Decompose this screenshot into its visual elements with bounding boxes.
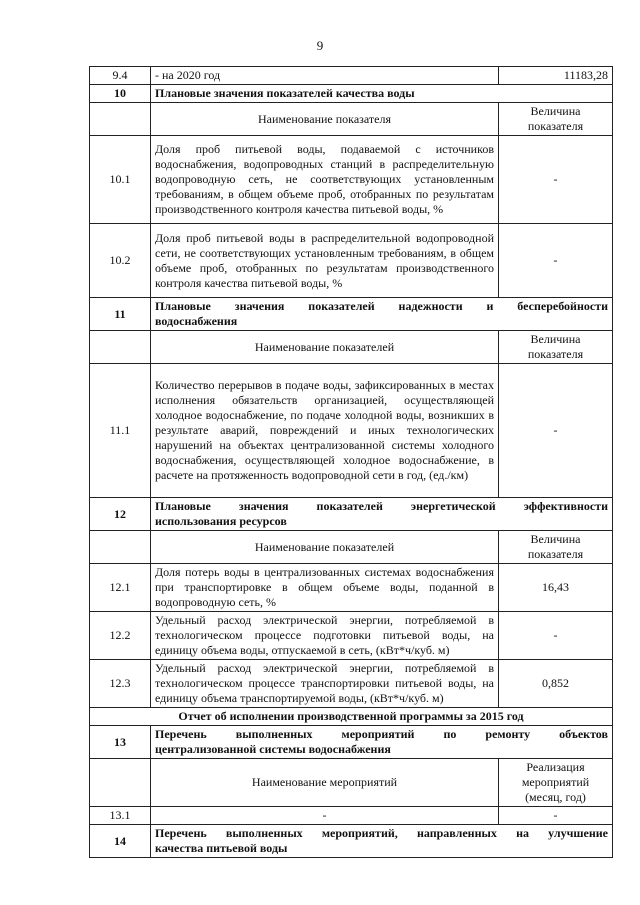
row-value: - <box>499 612 613 660</box>
report-heading: Отчет об исполнении производственной программы за 2015 год <box>90 708 613 726</box>
indicators-table <box>89 66 613 858</box>
column-header-value: Реализация мероприятий (месяц, год) <box>499 759 613 807</box>
column-header-name: Наименование мероприятий <box>151 759 499 807</box>
section-number: 14 <box>90 825 151 858</box>
row-value: - <box>499 807 613 825</box>
row-number: 10.2 <box>90 224 151 298</box>
row-text: Доля потерь воды в централизованных системах водоснабжения при транспортировке в общем объеме воды, поданной в водопроводную сеть, % <box>151 564 499 612</box>
section-title-line2: использования ресурсов <box>155 514 287 528</box>
column-header-row <box>90 759 613 807</box>
section-title <box>151 726 613 759</box>
section-header-row <box>90 498 613 531</box>
row-number: 12.1 <box>90 564 151 612</box>
section-title-line2: качества питьевой воды <box>155 841 288 855</box>
row-number: 11.1 <box>90 364 151 498</box>
row-text: Удельный расход электрической энергии, потребляемой в технологическом процессе транспортировки питьевой воды, на единицу объема транспортируемой воды, (кВт*ч/куб. м) <box>151 660 499 708</box>
row-number: 12.3 <box>90 660 151 708</box>
row-value: 11183,28 <box>499 67 613 85</box>
row-number: 12.2 <box>90 612 151 660</box>
table-row <box>90 660 613 708</box>
row-number: 13.1 <box>90 807 151 825</box>
section-title <box>151 498 613 531</box>
column-header-value: Величина показателя <box>499 103 613 136</box>
section-header-row <box>90 298 613 331</box>
table-row <box>90 564 613 612</box>
row-value: - <box>499 136 613 224</box>
section-title-line1: Перечень выполненных мероприятий по ремонту объектов <box>155 727 608 741</box>
row-number: 9.4 <box>90 67 151 85</box>
row-value: - <box>499 224 613 298</box>
row-text: - <box>151 807 499 825</box>
row-text: Доля проб питьевой воды в распределительной водопроводной сети, не соответствующих установленным требованиям, в общем объеме проб, отобранных по результатам производственного контроля качества питьевой воды, % <box>151 224 499 298</box>
section-number: 12 <box>90 498 151 531</box>
row-text: Доля проб питьевой воды, подаваемой с источников водоснабжения, водопроводных станций в распределительную водопроводную сеть, не соответствующих установленным требованиям, в общем объеме проб, отобранных по результатам производственного контроля качества питьевой воды, % <box>151 136 499 224</box>
report-heading-row <box>90 708 613 726</box>
section-header-row <box>90 726 613 759</box>
section-number: 11 <box>90 298 151 331</box>
table-row <box>90 612 613 660</box>
table-row <box>90 224 613 298</box>
column-header-row <box>90 103 613 136</box>
section-title: Плановые значения показателей качества воды <box>151 85 613 103</box>
column-header-row <box>90 531 613 564</box>
row-value: 16,43 <box>499 564 613 612</box>
table-row <box>90 67 613 85</box>
section-title <box>151 825 613 858</box>
section-title-line1: Плановые значения показателей надежности и бесперебойности <box>155 299 608 313</box>
table-row <box>90 807 613 825</box>
row-text: Удельный расход электрической энергии, потребляемой в технологическом процессе подготовки питьевой воды, на единицу объема воды, отпускаемой в сеть, (кВт*ч/куб. м) <box>151 612 499 660</box>
section-header-row <box>90 85 613 103</box>
column-header-name: Наименование показателя <box>151 103 499 136</box>
column-header-name: Наименование показателей <box>151 331 499 364</box>
column-header-name: Наименование показателей <box>151 531 499 564</box>
section-title-line2: централизованной системы водоснабжения <box>155 742 391 756</box>
row-value: - <box>499 364 613 498</box>
section-number: 13 <box>90 726 151 759</box>
section-title <box>151 298 613 331</box>
page-number: 9 <box>316 38 324 53</box>
column-header-value: Величина показателя <box>499 331 613 364</box>
row-label: - на 2020 год <box>151 67 499 85</box>
section-title-line1: Плановые значения показателей энергетической эффективности <box>155 499 608 513</box>
row-text: Количество перерывов в подаче воды, зафиксированных в местах исполнения обязательств организацией, осуществляющей холодное водоснабжение, по подаче холодной воды, возникших в результате аварий, повреждений и иных технологических нарушений на объектах централизованной системы холодного водоснабжения, осуществляющей холодное водоснабжение, в расчете на протяженность водопроводной сети в год, (ед./км) <box>151 364 499 498</box>
table-row <box>90 364 613 498</box>
section-title-line1: Перечень выполненных мероприятий, направленных на улучшение <box>155 826 608 840</box>
column-header-row <box>90 331 613 364</box>
column-header-value: Величина показателя <box>499 531 613 564</box>
table-row <box>90 136 613 224</box>
section-number: 10 <box>90 85 151 103</box>
row-value: 0,852 <box>499 660 613 708</box>
section-title-line2: водоснабжения <box>155 314 238 328</box>
section-header-row <box>90 825 613 858</box>
row-number: 10.1 <box>90 136 151 224</box>
